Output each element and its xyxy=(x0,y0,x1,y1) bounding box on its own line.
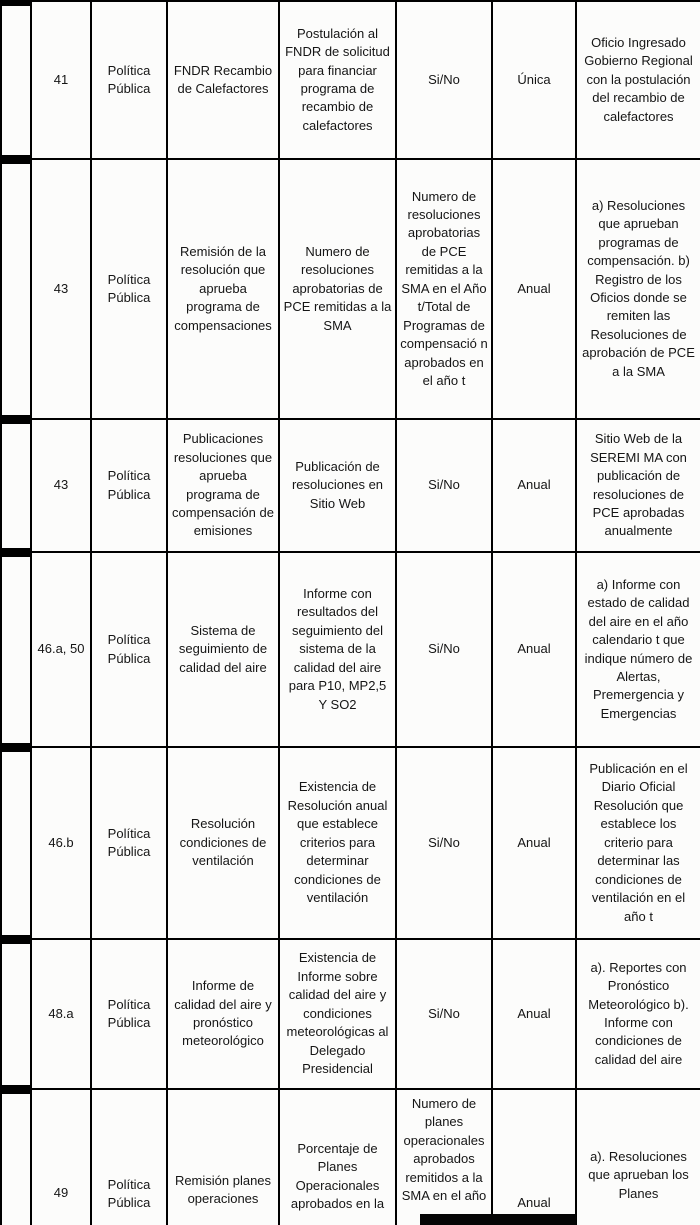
cell-text: 43 xyxy=(53,477,69,493)
cell-frecuencia xyxy=(492,939,576,1089)
cell-indicador xyxy=(279,419,396,552)
cell-medios xyxy=(576,1,700,159)
cell-medios xyxy=(576,747,700,939)
cell-frecuencia xyxy=(492,1,576,159)
cell-text: Política Pública xyxy=(107,825,151,859)
cell-text: Oficio Ingresado Gobierno Regional con la postulación del recambio de calefactores xyxy=(584,34,693,124)
cell-text: Política Pública xyxy=(107,62,151,96)
cell-text: 46.b xyxy=(48,834,74,850)
cell-num xyxy=(31,552,91,747)
cell-text: Informe con resultados del seguimiento del sistema de la calidad del aire para P10, MP2,5 Y SO2 xyxy=(288,585,387,712)
cell-text: Anual xyxy=(517,280,551,296)
cell-text: a). Reportes con Pronóstico Meteorológico b). Informe con condiciones de calidad del aire xyxy=(588,959,689,1067)
cell-indicador xyxy=(279,1,396,159)
edge-cell xyxy=(1,747,31,939)
cell-indicador xyxy=(279,1089,396,1225)
cell-politica xyxy=(91,939,167,1089)
cell-indicador xyxy=(279,939,396,1089)
cell-text: Si/No xyxy=(428,641,460,657)
table-row xyxy=(1,939,700,1089)
table-body xyxy=(1,1,700,1225)
cell-formula xyxy=(396,159,492,419)
cell-num xyxy=(31,1,91,159)
cell-text: Porcentaje de Planes Operacionales aprobados en la xyxy=(290,1141,385,1212)
cell-text: Publicación en el Diario Oficial Resolución que establece los criterio para determinar las condiciones de ventilación en el año t xyxy=(589,760,688,924)
cell-politica xyxy=(91,419,167,552)
cell-formula xyxy=(396,419,492,552)
cell-text: Numero de resoluciones aprobatorias de PCE remitidas a la SMA xyxy=(283,243,392,333)
cell-text: Anual xyxy=(517,1005,551,1021)
cell-text: Existencia de Resolución anual que establece criterios para determinar condiciones de ventilación xyxy=(287,779,388,906)
cell-frecuencia xyxy=(492,159,576,419)
cell-formula xyxy=(396,747,492,939)
cell-politica xyxy=(91,1089,167,1225)
cell-politica xyxy=(91,747,167,939)
cell-text: 46.a, 50 xyxy=(37,641,85,657)
cell-text: Política Pública xyxy=(107,468,151,502)
edge-cell xyxy=(1,159,31,419)
cell-num xyxy=(31,939,91,1089)
cell-nombre xyxy=(167,419,279,552)
cell-text: 43 xyxy=(53,280,69,296)
cell-text: Publicación de resoluciones en Sitio Web xyxy=(291,458,384,511)
cell-num xyxy=(31,747,91,939)
cell-formula xyxy=(396,552,492,747)
table-row xyxy=(1,552,700,747)
cell-text: Publicaciones resoluciones que aprueba programa de compensación de emisiones xyxy=(172,431,274,539)
cell-text: Numero de resoluciones aprobatorias de PCE remitidas a la SMA en el Año t/Total de Programas de compensació n aprobados en el año t xyxy=(400,188,488,389)
cell-text: Numero de planes operacionales aprobados remitidos a la SMA en el año xyxy=(401,1096,487,1204)
table-row xyxy=(1,419,700,552)
cell-text: FNDR Recambio de Calefactores xyxy=(173,62,273,96)
cell-nombre xyxy=(167,159,279,419)
cell-text: 49 xyxy=(53,1185,69,1200)
cell-text: Si/No xyxy=(428,834,460,850)
cell-formula xyxy=(396,1,492,159)
cell-text: Sitio Web de la SEREMI MA con publicación de resoluciones de PCE aprobadas anualmente xyxy=(590,431,687,539)
edge-cell xyxy=(1,419,31,552)
cell-text: Si/No xyxy=(428,1005,460,1021)
cell-medios xyxy=(576,1089,700,1225)
table-row xyxy=(1,747,700,939)
cell-formula xyxy=(396,939,492,1089)
cell-text: Política Pública xyxy=(107,1177,151,1211)
cell-num xyxy=(31,159,91,419)
cell-text: Única xyxy=(517,71,551,87)
cell-text: Sistema de seguimiento de calidad del aire xyxy=(178,622,268,675)
cell-nombre xyxy=(167,747,279,939)
cell-medios xyxy=(576,159,700,419)
table-row xyxy=(1,159,700,419)
cell-medios xyxy=(576,552,700,747)
table-row xyxy=(1,1,700,159)
edge-cell xyxy=(1,939,31,1089)
cell-text: Política Pública xyxy=(107,996,151,1030)
cell-politica xyxy=(91,1,167,159)
cell-politica xyxy=(91,159,167,419)
cell-num xyxy=(31,1089,91,1225)
cell-nombre xyxy=(167,1,279,159)
cell-text: Si/No xyxy=(428,71,460,87)
cell-frecuencia xyxy=(492,552,576,747)
cell-text: Si/No xyxy=(428,477,460,493)
cell-medios xyxy=(576,419,700,552)
scan-artifact-bottom-bar xyxy=(420,1214,576,1225)
cell-nombre xyxy=(167,552,279,747)
cell-text: Anual xyxy=(517,641,551,657)
cell-text: Existencia de Informe sobre calidad del aire y condiciones meteorológicas al Delegado Presidencial xyxy=(286,950,389,1077)
cell-nombre xyxy=(167,939,279,1089)
cell-text: Remisión de la resolución que aprueba programa de compensaciones xyxy=(174,243,272,333)
cell-politica xyxy=(91,552,167,747)
cell-frecuencia xyxy=(492,1089,576,1225)
cell-num xyxy=(31,419,91,552)
cell-text: Política Pública xyxy=(107,632,151,666)
cell-nombre xyxy=(167,1089,279,1225)
cell-indicador xyxy=(279,159,396,419)
edge-cell xyxy=(1,552,31,747)
cell-text: 41 xyxy=(53,71,69,87)
cell-text: a). Resoluciones que aprueban los Planes xyxy=(588,1149,689,1201)
cell-formula xyxy=(396,1089,492,1225)
table-row xyxy=(1,1089,700,1225)
cell-indicador xyxy=(279,747,396,939)
cell-indicador xyxy=(279,552,396,747)
cell-text: Informe de calidad del aire y pronóstico meteorológico xyxy=(174,978,272,1049)
cell-text: 48.a xyxy=(48,1005,74,1021)
edge-cell xyxy=(1,1089,31,1225)
cell-text: Anual xyxy=(517,477,551,493)
cell-text: a) Resoluciones que aprueban programas de compensación. b) Registro de los Oficios donde se remiten las Resoluciones de aprobación de PCE a la SMA xyxy=(582,197,695,379)
cell-frecuencia xyxy=(492,419,576,552)
cell-text: a) Informe con estado de calidad del aire en el año calendario t que indique número de Alertas, Premergencia y Emergencias xyxy=(584,576,693,721)
cell-text: Remisión planes operaciones xyxy=(174,1173,272,1207)
cell-text: Postulación al FNDR de solicitud para financiar programa de recambio de calefactores xyxy=(285,25,390,133)
cell-text: Resolución condiciones de ventilación xyxy=(179,816,267,869)
cell-text: Política Pública xyxy=(107,271,151,305)
cell-text: Anual xyxy=(517,1195,551,1210)
edge-cell xyxy=(1,1,31,159)
cell-frecuencia xyxy=(492,747,576,939)
cell-medios xyxy=(576,939,700,1089)
cell-text: Anual xyxy=(517,834,551,850)
